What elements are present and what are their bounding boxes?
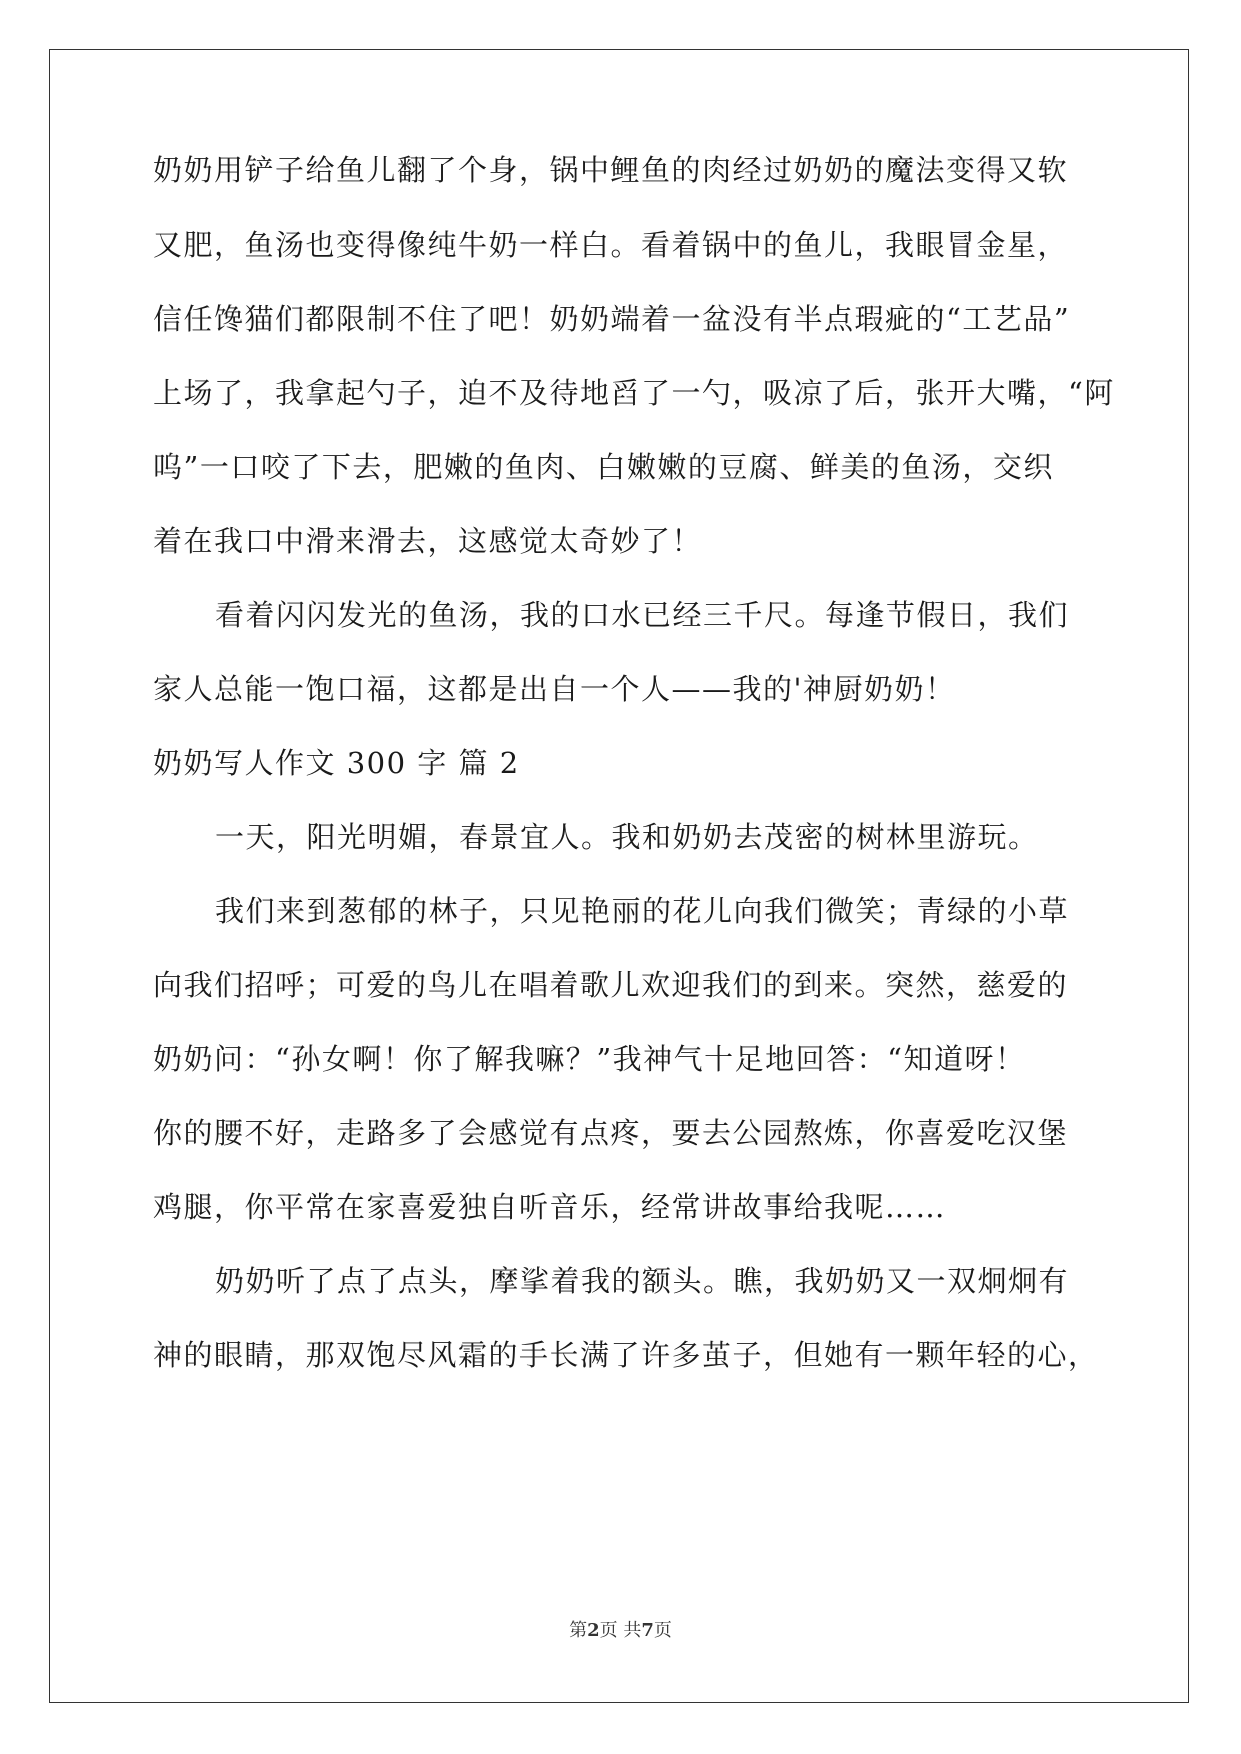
- footer-suffix: 页: [653, 1620, 672, 1641]
- text-line: 信任馋猫们都限制不住了吧！奶奶端着一盆没有半点瑕疵的“工艺品”: [153, 302, 1071, 336]
- page-border: [49, 49, 1189, 1703]
- text-line: 家人总能一饱口福，这都是出自一个人——我的'神厨奶奶！: [153, 672, 956, 706]
- text-line: 又肥，鱼汤也变得像纯牛奶一样白。看着锅中的鱼儿，我眼冒金星，: [153, 228, 1069, 262]
- text-line: 奶奶用铲子给鱼儿翻了个身，锅中鲤鱼的肉经过奶奶的魔法变得又软: [153, 153, 1069, 187]
- text-line: 呜”一口咬了下去，肥嫩的鱼肉、白嫩嫩的豆腐、鲜美的鱼汤，交织: [153, 450, 1054, 484]
- section-heading: 奶奶写人作文 300 字 篇 2: [153, 746, 520, 780]
- text-line: 鸡腿，你平常在家喜爱独自听音乐，经常讲故事给我呢……: [153, 1190, 947, 1224]
- paragraph-first-line: 奶奶听了点了点头，摩挲着我的额头。瞧，我奶奶又一双炯炯有: [215, 1264, 1070, 1298]
- paragraph-first-line: 看着闪闪发光的鱼汤，我的口水已经三千尺。每逢节假日，我们: [215, 598, 1070, 632]
- paragraph-first-line: 一天，阳光明媚，春景宜人。我和奶奶去茂密的树林里游玩。: [215, 820, 1039, 854]
- text-line: 你的腰不好，走路多了会感觉有点疼，要去公园熬炼，你喜爱吃汉堡: [153, 1116, 1069, 1150]
- total-pages-number: 7: [641, 1620, 654, 1641]
- paragraph-first-line: 我们来到葱郁的林子，只见艳丽的花儿向我们微笑；青绿的小草: [215, 894, 1070, 928]
- page-footer: [0, 1616, 1241, 1642]
- text-line: 神的眼睛，那双饱尽风霜的手长满了许多茧子，但她有一颗年轻的心，: [153, 1338, 1099, 1372]
- footer-prefix: 第: [569, 1620, 588, 1641]
- text-line: 上场了，我拿起勺子，迫不及待地舀了一勺，吸凉了后，张开大嘴，“阿: [153, 376, 1115, 410]
- footer-mid: 页 共: [599, 1620, 642, 1641]
- text-line: 奶奶问：“孙女啊！你了解我嘛？”我神气十足地回答：“知道呀！: [153, 1042, 1026, 1076]
- text-line: 向我们招呼；可爱的鸟儿在唱着歌儿欢迎我们的到来。突然，慈爱的: [153, 968, 1069, 1002]
- current-page-number: 2: [587, 1620, 600, 1641]
- text-line: 着在我口中滑来滑去，这感觉太奇妙了！: [153, 524, 703, 558]
